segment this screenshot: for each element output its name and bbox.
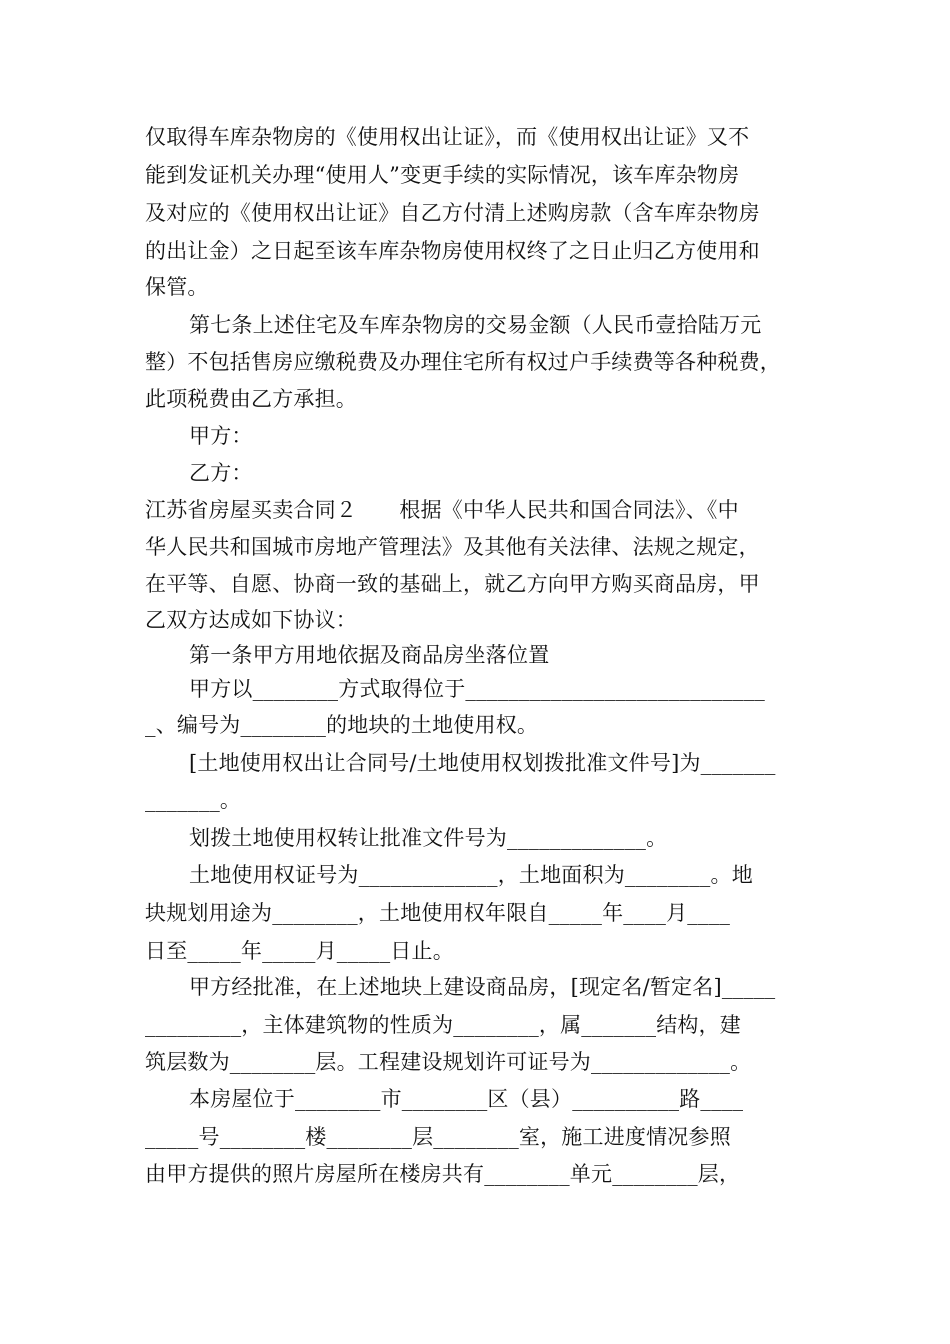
- text-line: 的出让金）之日起至该车库杂物房使用权终了之日止归乙方使用和: [145, 239, 760, 263]
- text-line: _________，主体建筑物的性质为________，属_______结构，建: [145, 1013, 741, 1037]
- text-line: 能到发证机关办理“使用人”变更手续的实际情况，该车库杂物房: [145, 163, 740, 187]
- text-line: 筑层数为________层。工程建设规划许可证号为_____________。: [145, 1050, 752, 1074]
- party-a-label: 甲方：: [189, 424, 253, 448]
- contract-title-line: 江苏省房屋买卖合同２ 根据《中华人民共和国合同法》、《中: [145, 498, 739, 522]
- text-line: 甲方经批准，在上述地块上建设商品房，[现定名/暂定名]_____: [189, 975, 776, 999]
- text-line: 此项税费由乙方承担。: [145, 387, 357, 411]
- text-line: [土地使用权出让合同号/土地使用权划拨批准文件号]为_______: [189, 751, 776, 775]
- text-line: 土地使用权证号为_____________，土地面积为________。地: [189, 863, 753, 887]
- text-line: 日至_____年_____月_____日止。: [145, 939, 454, 963]
- text-line: _、编号为________的地块的土地使用权。: [145, 713, 539, 737]
- text-line: 仅取得车库杂物房的《使用权出让证》，而《使用权出让证》又不: [145, 125, 750, 149]
- text-line: 本房屋位于________市________区（县）__________路____: [189, 1087, 744, 1111]
- paragraph-article-7: 第七条上述住宅及车库杂物房的交易金额（人民币壹拾陆万元: [189, 313, 762, 337]
- party-b-label: 乙方：: [189, 461, 253, 485]
- text-line: 保管。: [145, 275, 209, 299]
- text-line: 由甲方提供的照片房屋所在楼房共有________单元________层，: [145, 1162, 741, 1186]
- text-line: 划拨土地使用权转让批准文件号为_____________。: [189, 826, 668, 850]
- article-1-heading: 第一条甲方用地依据及商品房坐落位置: [189, 643, 550, 667]
- text-line: 在平等、自愿、协商一致的基础上，就乙方向甲方购买商品房，甲: [145, 572, 760, 596]
- text-line: 乙双方达成如下协议：: [145, 608, 357, 632]
- text-line: _____号________楼________层________室，施工进度情况参照: [145, 1125, 731, 1149]
- text-line: 块规划用途为________，土地使用权年限自_____年____月____: [145, 901, 731, 925]
- text-line: _______。: [145, 788, 242, 812]
- text-line: 及对应的《使用权出让证》自乙方付清上述购房款（含车库杂物房: [145, 201, 760, 225]
- text-line: 整）不包括售房应缴税费及办理住宅所有权过户手续费等各种税费，: [145, 350, 781, 374]
- text-line: 甲方以________方式取得位于____________________________: [189, 677, 765, 701]
- text-line: 华人民共和国城市房地产管理法》及其他有关法律、法规之规定，: [145, 535, 760, 559]
